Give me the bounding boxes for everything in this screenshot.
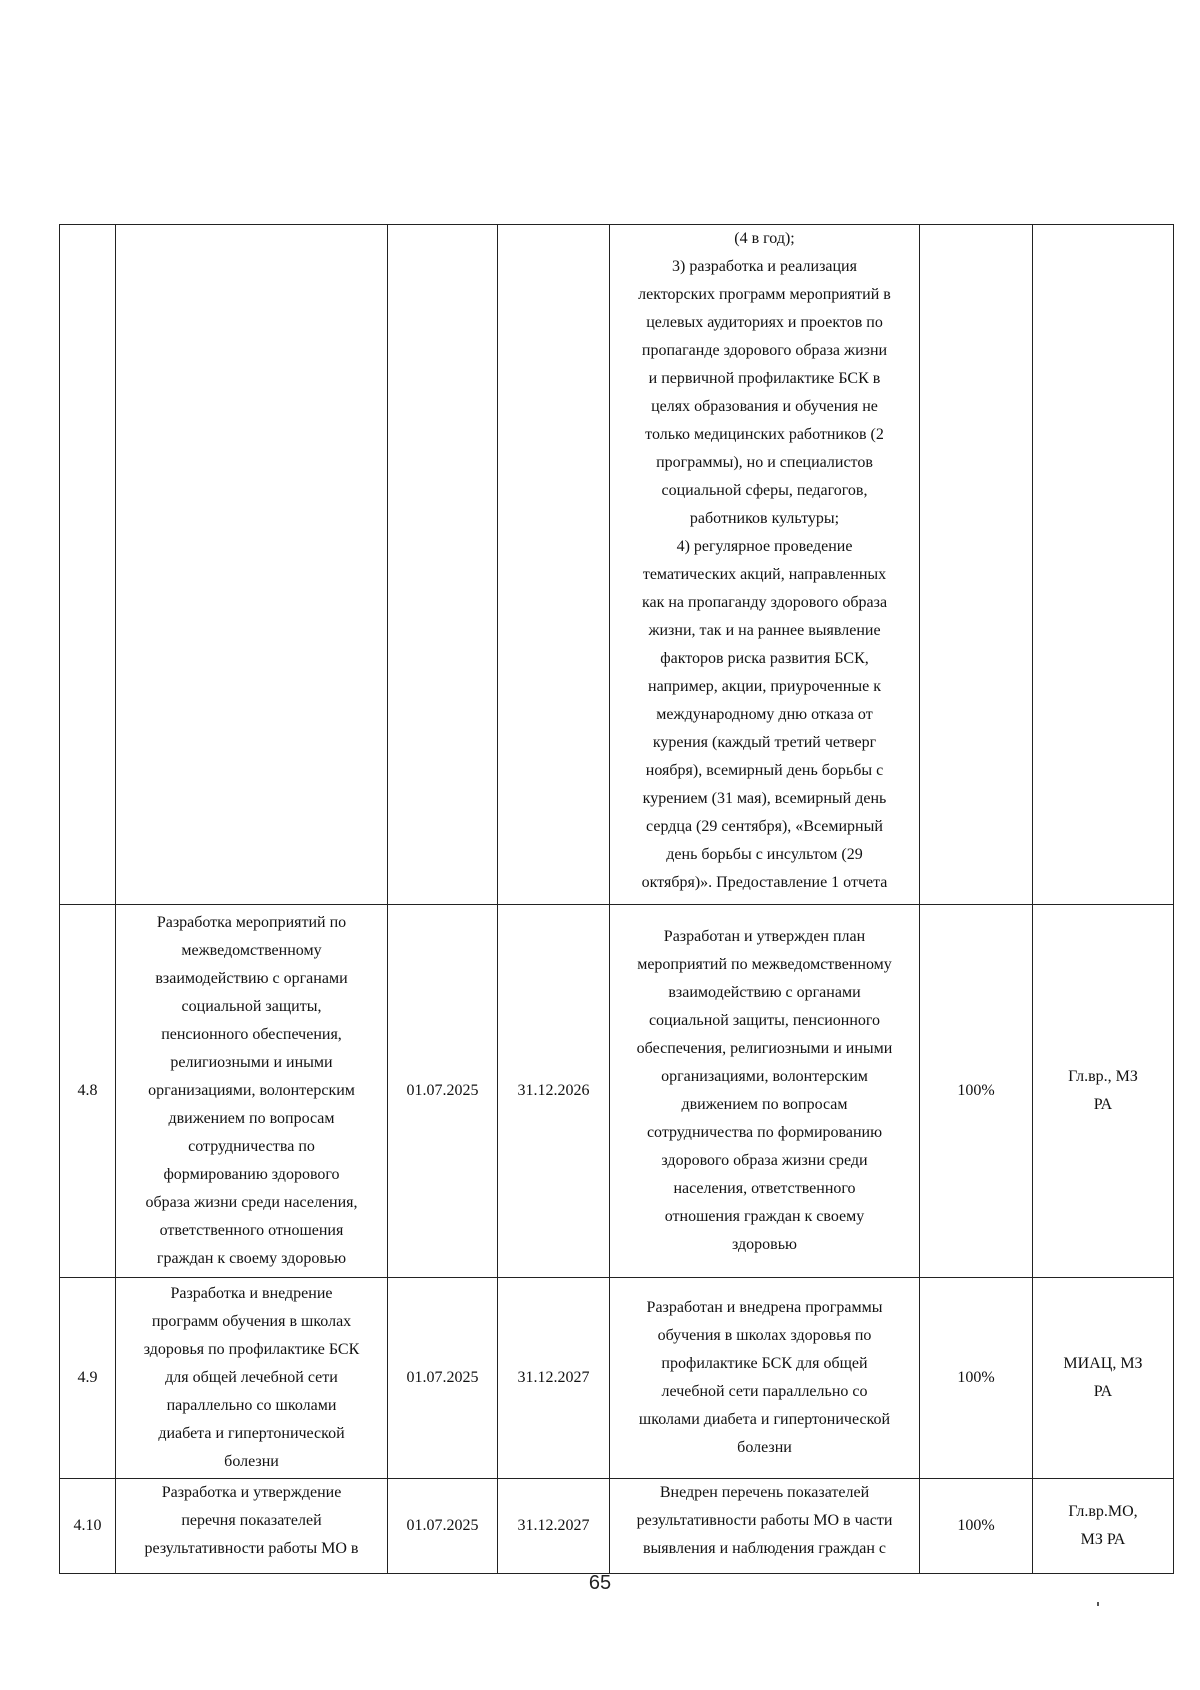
responsible-cell: МИАЦ, МЗ РА [1033, 1278, 1174, 1479]
responsible-cell [1033, 225, 1174, 905]
start-date: 01.07.2025 [388, 1278, 498, 1479]
end-date: 31.12.2027 [498, 1278, 610, 1479]
table-row [60, 905, 1174, 1278]
table-row [60, 225, 1174, 905]
percent-cell: 100% [920, 1278, 1033, 1479]
scan-speck [1097, 1602, 1099, 1606]
result-cell: Разработан и внедрена программы обучения в школах здоровья по профилактике БСК для общей лечебной сети параллельно со школами диабета и гипертонической болезни [610, 1278, 920, 1479]
row-number [60, 225, 116, 905]
percent-cell: 100% [920, 905, 1033, 1278]
result-cell: (4 в год); 3) разработка и реализация лекторских программ мероприятий в целевых аудиториях и проектов по пропаганде здорового образа жизни и первичной профилактике БСК в целях образования и обучения не только медицинских работников (2 программы), но и специалистов социальной сферы, педагогов, работников культуры; 4) регулярное проведение тематических акций, направленных как на пропаганду здорового образа жизни, так и на раннее выявление факторов риска развития БСК, например, акции, приуроченные к международному дню отказа от курения (каждый третий четверг ноября), всемирный день борьбы с курением (31 мая), всемирный день сердца (29 сентября), «Всемирный день борьбы с инсультом (29 октября)». Предоставление 1 отчета [610, 225, 920, 905]
end-date [498, 225, 610, 905]
row-number: 4.10 [60, 1479, 116, 1574]
activity-cell: Разработка и внедрение программ обучения в школах здоровья по профилактике БСК для общей лечебной сети параллельно со школами диабета и гипертонической болезни [116, 1278, 388, 1479]
responsible-cell: Гл.вр., МЗ РА [1033, 905, 1174, 1278]
start-date: 01.07.2025 [388, 905, 498, 1278]
activity-cell: Разработка мероприятий по межведомственному взаимодействию с органами социальной защиты, пенсионного обеспечения, религиозными и иными организациями, волонтерским движением по вопросам сотрудничества по формированию здорового образа жизни среди населения, ответственного отношения граждан к своему здоровью [116, 905, 388, 1278]
start-date [388, 225, 498, 905]
result-cell: Разработан и утвержден план мероприятий по межведомственному взаимодействию с органами социальной защиты, пенсионного обеспечения, религиозными и иными организациями, волонтерским движением по вопросам сотрудничества по формированию здорового образа жизни среди населения, ответственного отношения граждан к своему здоровью [610, 905, 920, 1278]
row-number: 4.9 [60, 1278, 116, 1479]
start-date: 01.07.2025 [388, 1479, 498, 1574]
page-number: 65 [588, 1572, 612, 1594]
percent-cell [920, 225, 1033, 905]
end-date: 31.12.2026 [498, 905, 610, 1278]
responsible-cell: Гл.вр.МО, МЗ РА [1033, 1479, 1174, 1574]
activity-cell: Разработка и утверждение перечня показателей результативности работы МО в [116, 1479, 388, 1574]
plan-table [59, 224, 1174, 1574]
table-row [60, 1479, 1174, 1574]
result-cell: Внедрен перечень показателей результативности работы МО в части выявления и наблюдения граждан с [610, 1479, 920, 1574]
percent-cell: 100% [920, 1479, 1033, 1574]
activity-cell [116, 225, 388, 905]
table-row [60, 1278, 1174, 1479]
end-date: 31.12.2027 [498, 1479, 610, 1574]
row-number: 4.8 [60, 905, 116, 1278]
